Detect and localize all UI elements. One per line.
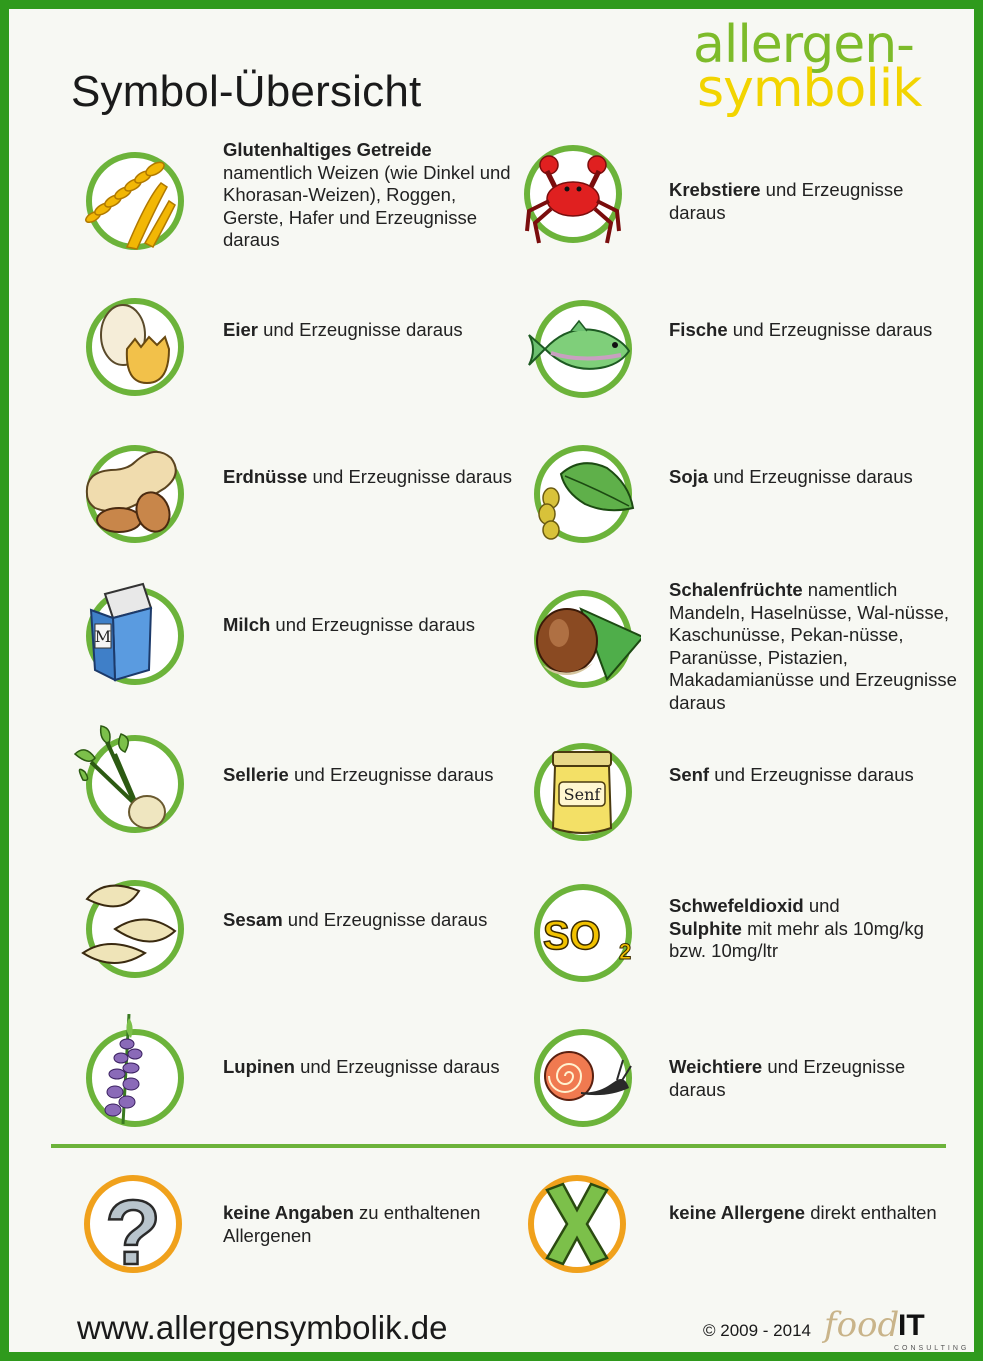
brand-food: food [824, 1305, 900, 1345]
brand-consulting: CONSULTING [894, 1345, 970, 1352]
divider-line [51, 1144, 946, 1148]
milk-letter: M [94, 627, 112, 646]
celery-icon [65, 724, 195, 844]
logo-line-2: symbolik [697, 59, 922, 119]
no-allergens-text: keine Allergene direkt enthalten [669, 1202, 937, 1223]
allergen-gluten-text: Glutenhaltiges Getreide namentlich Weizen (wie Dinkel und Khorasan-Weizen), Roggen, Gerste, Hafer und Erzeugnisse daraus [223, 139, 511, 250]
mustard-icon [511, 724, 641, 844]
so2-icon [511, 867, 641, 987]
no-allergens [511, 1164, 951, 1284]
page-title: Symbol-Übersicht [71, 67, 422, 116]
no-information-text: keine Angaben zu enthaltenen Allergenen [223, 1202, 481, 1246]
question-glyph: ? [104, 1182, 162, 1284]
allergen-nuts [511, 579, 957, 713]
allergen-mustard-text: Senf und Erzeugnisse daraus [669, 764, 914, 785]
cross-icon [511, 1164, 641, 1284]
allergen-celery [65, 724, 505, 844]
website-url[interactable]: www.allergensymbolik.de [77, 1309, 448, 1346]
question-icon [65, 1164, 195, 1284]
allergen-milk-text: Milch und Erzeugnisse daraus [223, 614, 475, 635]
allergen-lupine-text: Lupinen und Erzeugnisse daraus [223, 1056, 500, 1077]
lupine-icon [65, 1014, 195, 1134]
allergen-milk [65, 574, 505, 694]
allergen-sesame-text: Sesam und Erzeugnisse daraus [223, 909, 488, 930]
snail-icon [511, 1014, 641, 1134]
brand-it: IT [898, 1309, 925, 1342]
soy-icon [511, 434, 641, 554]
allergen-sulphites [511, 867, 951, 987]
foodit-logo [824, 1303, 970, 1358]
allergen-fish-text: Fische und Erzeugnisse daraus [669, 319, 933, 340]
so2-sub: 2 [619, 939, 632, 964]
allergen-fish [511, 287, 951, 407]
logo-line-1: allergen- [693, 15, 914, 75]
crab-icon [511, 139, 641, 259]
so2-main: SO [543, 914, 601, 958]
allergen-eggs-text: Eier und Erzeugnisse daraus [223, 319, 463, 340]
allergen-lupine [65, 1014, 505, 1134]
peanut-icon [65, 434, 195, 554]
allergensymbolik-logo [689, 15, 959, 129]
allergen-soy-text: Soja und Erzeugnisse daraus [669, 466, 913, 487]
allergen-mustard [511, 724, 951, 844]
egg-icon [65, 287, 195, 407]
wheat-icon [65, 139, 195, 259]
allergen-molluscs [511, 1014, 951, 1134]
no-information [65, 1164, 505, 1284]
allergen-molluscs-text: Weichtiere und Erzeugnisse daraus [669, 1056, 906, 1100]
allergen-sulphites-text: Schwefeldioxid und Sulphite mit mehr als 10mg/kg bzw. 10mg/ltr [669, 895, 924, 961]
milk-icon [65, 574, 195, 694]
allergen-gluten [65, 139, 511, 259]
sesame-icon [65, 869, 195, 989]
allergen-peanuts [65, 434, 512, 554]
allergen-eggs [65, 287, 505, 407]
allergen-sesame [65, 869, 505, 989]
poster [9, 9, 974, 1352]
allergen-nuts-text: Schalenfrüchte namentlich Mandeln, Haselnüsse, Wal-nüsse, Kaschunüsse, Pekan-nüsse, Paranüsse, Pistazien, Makadamianüsse und Erzeugnisse daraus [669, 579, 957, 713]
hazelnut-icon [511, 579, 641, 699]
fish-icon [511, 287, 641, 407]
allergen-crustaceans [511, 139, 951, 259]
allergen-celery-text: Sellerie und Erzeugnisse daraus [223, 764, 494, 785]
allergen-soy [511, 434, 951, 554]
jar-label: Senf [563, 785, 601, 804]
allergen-crustaceans-text: Krebstiere und Erzeugnisse daraus [669, 179, 904, 223]
allergen-peanuts-text: Erdnüsse und Erzeugnisse daraus [223, 466, 512, 487]
copyright: © 2009 - 2014 [703, 1321, 811, 1340]
